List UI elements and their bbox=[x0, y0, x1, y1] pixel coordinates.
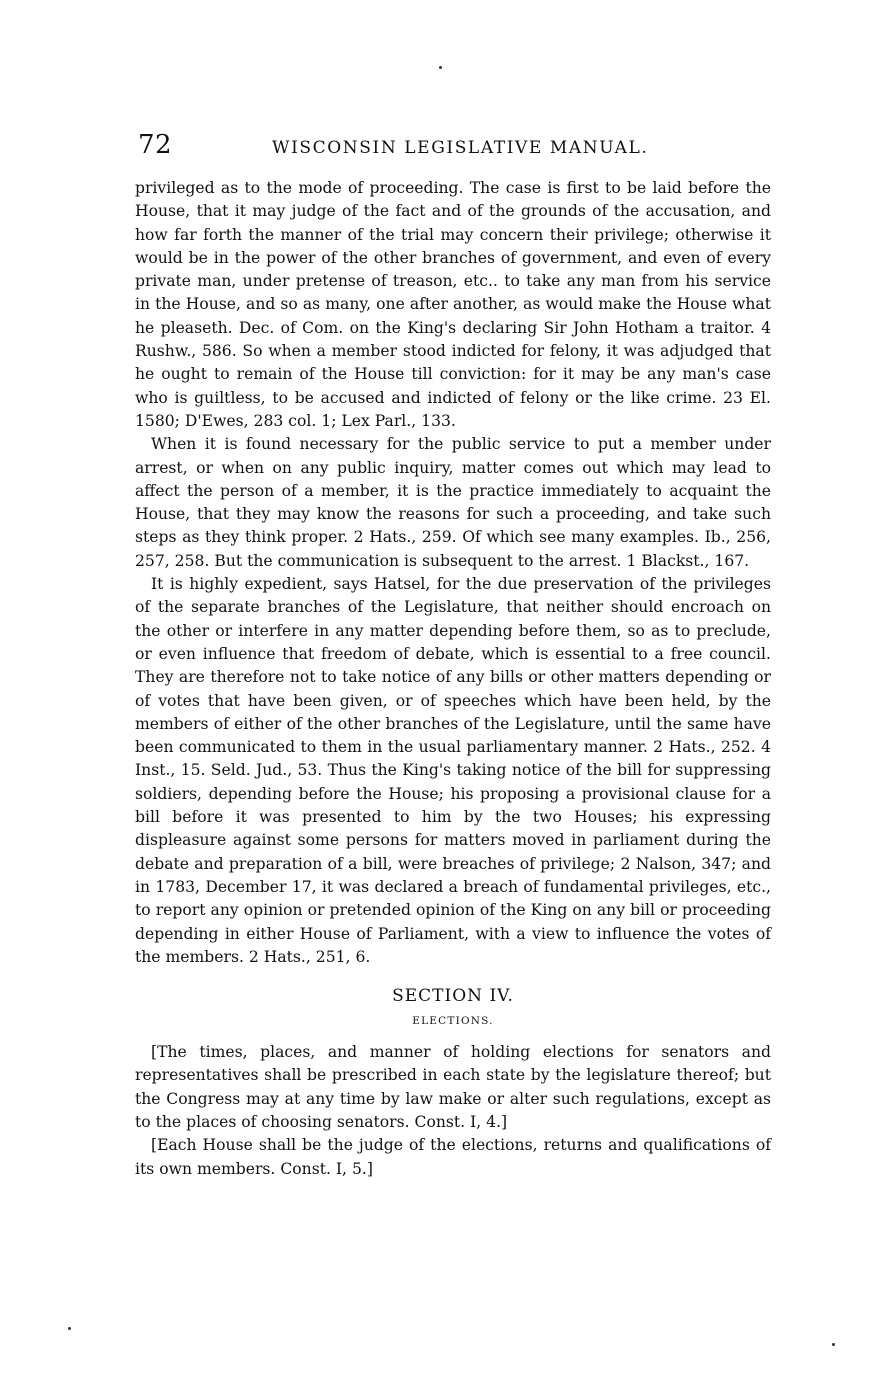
print-speck bbox=[832, 1343, 835, 1346]
paragraph-hatsel: It is highly expedient, says Hatsel, for the due preservation of the privileges of the separate branches of the Legislature, that neither should encroach on the other or interfere in any matter depending before them, so as to preclude, or even influence that freedom of debate, which is essential to a free council. They are therefore not to take notice of any bills or other matters depending or of votes that have been given, or of speeches which have been held, by the members of either of the other branches of the Legislature, until the same have been communicated to them in the usual parliamentary manner. 2 Hats., 252. 4 Inst., 15. Seld. Jud., 53. Thus the King's taking notice of the bill for suppressing soldiers, depending before the House; his proposing a provisional clause for a bill before it was presented to him by the two Houses; his expressing displeasure against some persons for matters moved in parliament during the debate and preparation of a bill, were breaches of privilege; 2 Nalson, 347; and in 1783, December 17, it was declared a breach of fundamental privileges, etc., to report any opinion or pretended opinion of the King on any bill or proceeding depending in either House of Parliament, with a view to influence the votes of the members. 2 Hats., 251, 6. bbox=[135, 575, 771, 966]
section-subheading: ELECTIONS. bbox=[412, 1015, 494, 1028]
paragraph-arrest: When it is found necessary for the public service to put a member under arrest, or when on any public inquiry, matter comes out which may lead to affect the person of a member, it is the practice immediately to acquaint the House, that they may know the reasons for such a proceeding, and take such steps as they think proper. 2 Hats., 259. Of which see many examples. Ib., 256, 257, 258. But the communication is subsequent to the arrest. 1 Blackst., 167. bbox=[135, 435, 771, 570]
paragraph-elections-judge: [Each House shall be the judge of the elections, returns and qualifications of its own members. Const. I, 5.] bbox=[135, 1136, 771, 1178]
paragraph-continuation: privileged as to the mode of proceeding. The case is first to be laid before the House, that it may judge of the fact and of the grounds of the accusation, and how far forth the manner of the trial may concern their privilege; otherwise it would be in the power of the other branches of government, and even of every private man, under pretense of treason, etc.. to take any man from his service in the House, and so as many, one after another, as would make the House what he pleaseth. Dec. of Com. on the King's declaring Sir John Hotham a traitor. 4 Rushw., 586. So when a member stood indicted for felony, it was adjudged that he ought to remain of the House till conviction: for it may be any man's case who is guiltless, to be accused and indicted of felony or the like crime. 23 El. 1580; D'Ewes, 283 col. 1; Lex Parl., 133. bbox=[135, 179, 771, 430]
running-head: WISCONSIN LEGISLATIVE MANUAL. bbox=[272, 138, 649, 158]
page-header bbox=[138, 130, 770, 160]
section-heading: SECTION IV. bbox=[392, 986, 514, 1007]
print-speck bbox=[439, 66, 442, 69]
body-text bbox=[135, 177, 771, 1181]
paragraph-elections-times: [The times, places, and manner of holding elections for senators and representatives shall be prescribed in each state by the legislature thereof; but the Congress may at any time by law make or alter such regulations, except as to the places of choosing senators. Const. I, 4.] bbox=[135, 1043, 771, 1131]
page-number: 72 bbox=[138, 130, 173, 160]
print-speck bbox=[68, 1327, 71, 1330]
